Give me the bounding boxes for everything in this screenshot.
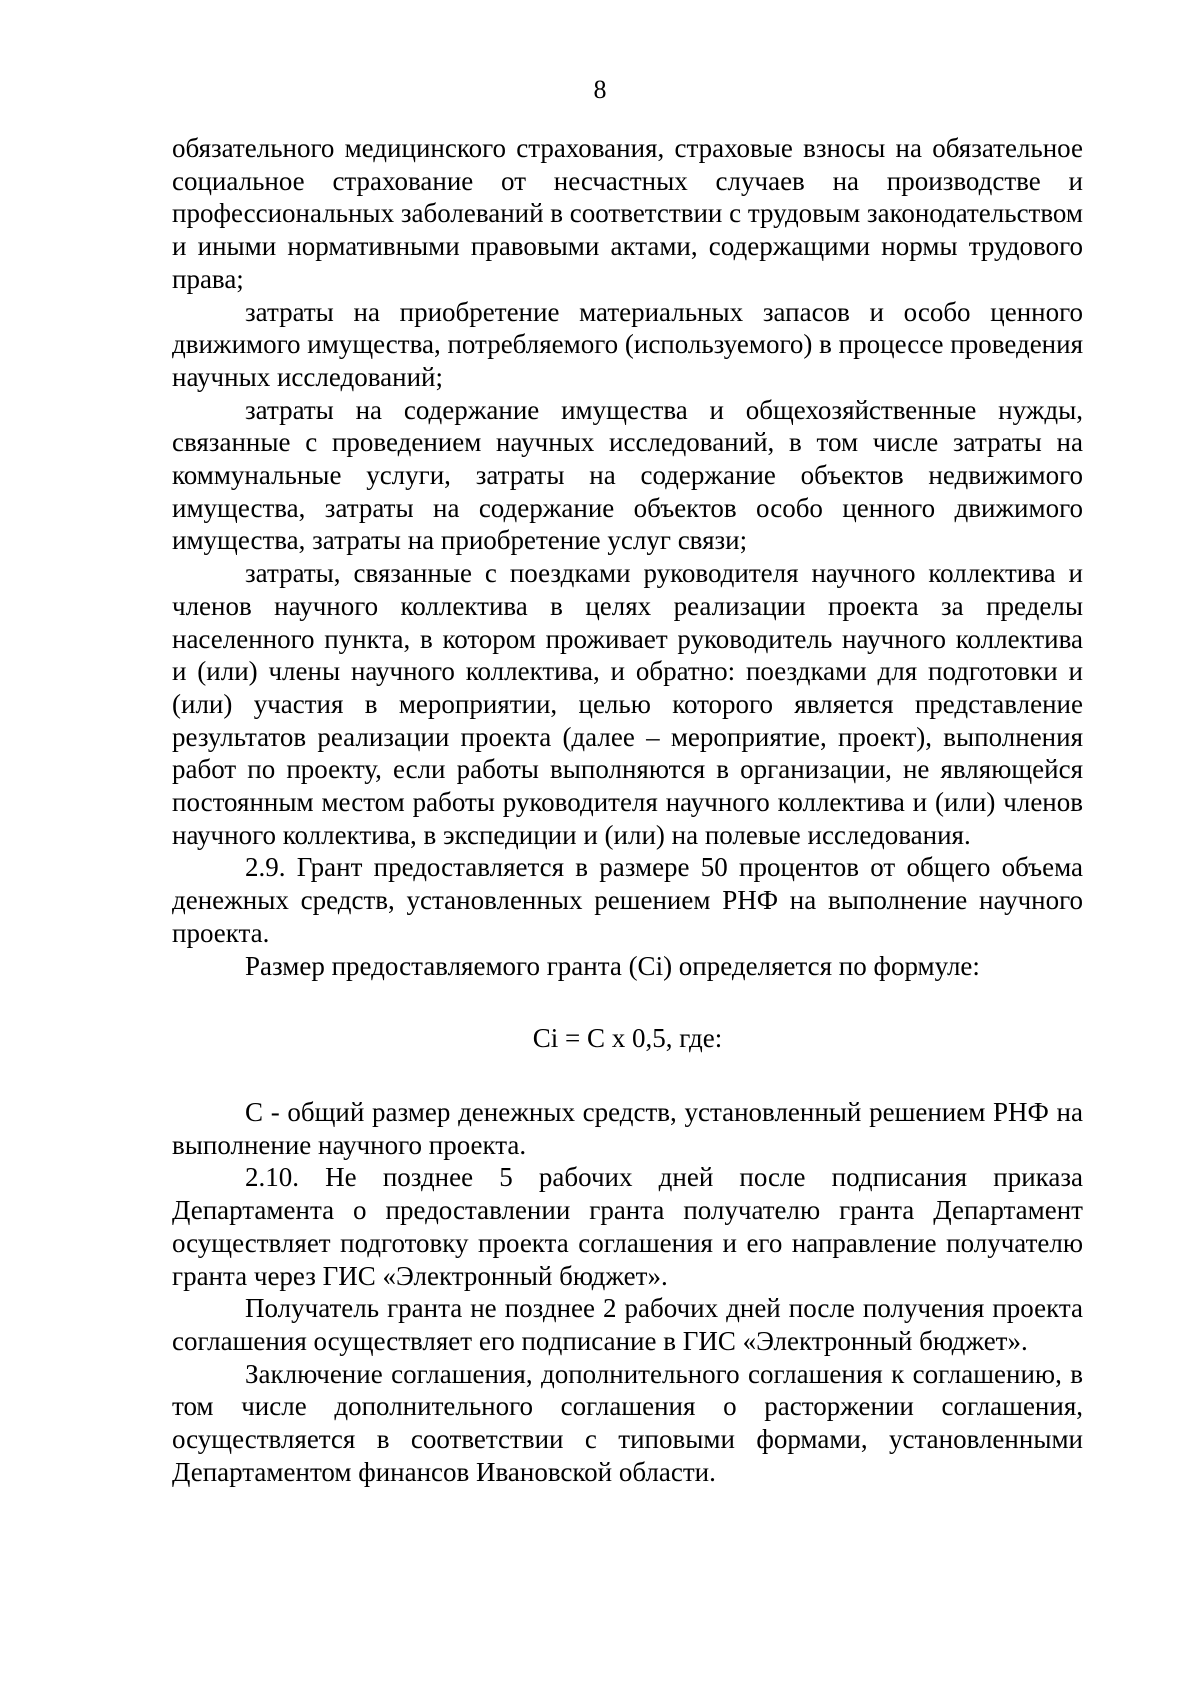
page-number: 8 <box>593 75 607 104</box>
paragraph-formula-intro: Размер предоставляемого гранта (Ci) определяется по формуле: <box>245 950 980 981</box>
paragraph-continuation: обязательного медицинского страхования, страховые взносы на обязательное социальное страхование от несчастных случаев на производстве и профессиональных заболеваний в соответствии с трудовым законодательством и иными нормативными правовыми актами, содержащими нормы трудового права; <box>172 133 1083 294</box>
paragraph-2-9: 2.9. Грант предоставляется в размере 50 процентов от общего объема денежных средств, установленных решением РНФ на выполнение научного проекта. <box>172 852 1083 948</box>
paragraph-2-10: 2.10. Не позднее 5 рабочих дней после подписания приказа Департамента о предоставлении гранта получателю гранта Департамент осуществляет подготовку проекта соглашения и его направление получателю гранта через ГИС «Электронный бюджет». <box>172 1162 1083 1291</box>
paragraph-agreement: Заключение соглашения, дополнительного соглашения к соглашению, в том числе дополнительного соглашения о расторжении соглашения, осуществляется в соответствии с типовыми формами, установленными Департаментом финансов Ивановской области. <box>172 1358 1083 1487</box>
formula: Ci = C х 0,5, где: <box>532 1023 723 1054</box>
paragraph-signing: Получатель гранта не позднее 2 рабочих дней после получения проекта соглашения осуществляет его подписание в ГИС «Электронный бюджет». <box>172 1293 1083 1356</box>
paragraph-material-costs: затраты на приобретение материальных запасов и особо ценного движимого имущества, потребляемого (используемого) в процессе проведения научных исследований; <box>172 296 1083 392</box>
paragraph-formula-definition: С - общий размер денежных средств, установленный решением РНФ на выполнение научного проекта. <box>172 1096 1083 1160</box>
paragraph-travel-costs: затраты, связанные с поездками руководителя научного коллектива и членов научного коллектива в целях реализации проекта за пределы населенного пункта, в котором проживает руководитель научного коллектива и (или) члены научного коллектива, и обратно: поездками для подготовки и (или) участия в мероприятии, целью которого является представление результатов реализации проекта (далее – мероприятие, проект), выполнения работ по проекту, если работы выполняются в организации, не являющейся постоянным местом работы руководителя научного коллектива и (или) членов научного коллектива, в экспедиции и (или) на полевые исследования. <box>172 558 1083 850</box>
paragraph-maintenance-costs: затраты на содержание имущества и общехозяйственные нужды, связанные с проведением научных исследований, в том числе затраты на коммунальные услуги, затраты на содержание объектов недвижимого имущества, затраты на содержание объектов особо ценного движимого имущества, затраты на приобретение услуг связи; <box>172 394 1083 556</box>
document-body <box>172 132 1083 1488</box>
